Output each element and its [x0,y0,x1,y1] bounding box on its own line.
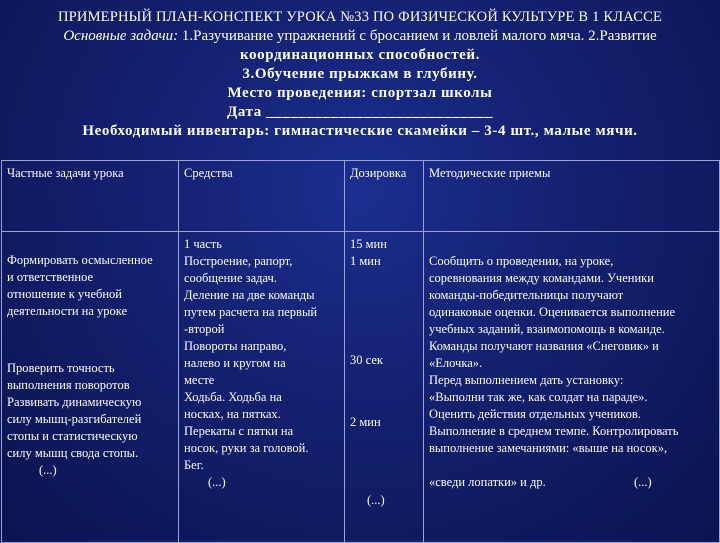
tasks-line: Формировать осмысленное [7,253,153,267]
means-line: месте [184,373,215,387]
lesson-title: ПРИМЕРНЫЙ ПЛАН-КОНСПЕКТ УРОКА №33 ПО ФИЗИЧЕСКОЙ КУЛЬТУРЕ В 1 КЛАССЕ [57,9,663,25]
methods-line: Оценить действия отдельных учеников. [429,407,641,421]
means-line: Ходьба. Ходьба на [184,390,282,404]
goals-line-3: 3.Обучение прыжкам в глубину. [242,66,478,82]
dosage-value: 15 мин [350,237,387,251]
column-header-means: Средства [179,161,345,232]
column-header-tasks: Частные задачи урока [2,161,179,232]
methods-line: соревнования между командами. Ученики [429,271,654,285]
tasks-line: Развивать динамическую [7,395,142,409]
methods-line: «Выполни так же, как солдат на параде». [429,390,648,404]
tasks-line: выполнения поворотов [7,378,130,392]
tasks-block-2 [7,360,141,479]
dosage-value: 2 мин [350,415,381,429]
methods-ellipsis: (...) [634,475,652,489]
means-line: 1 часть [184,237,222,251]
table-header-row [2,161,720,232]
column-header-dosage: Дозировка [345,161,424,232]
tasks-line: стопы и статистическую [7,429,138,443]
tasks-line: силу мышц свода стопы. [7,446,139,460]
means-ellipsis: (...) [208,475,226,489]
goals-line [0,27,720,46]
methods-line: «Елочка». [429,356,483,370]
means-line: Повороты направо, [184,339,287,353]
tasks-line: силу мышц-разгибателей [7,412,142,426]
means-line: носках, на пятках. [184,407,281,421]
means-line: путем расчета на первый [184,305,318,319]
dosage-value: 1 мин [350,254,381,268]
tasks-line: и ответственное [7,270,94,284]
tasks-line: отношение к учебной [7,287,122,301]
means-line: -второй [184,322,225,336]
means-line: Перекаты с пятки на [184,424,294,438]
tasks-block-1 [7,252,153,320]
means-line: налево и кругом на [184,356,286,370]
means-line: Построение, рапорт, [184,254,293,268]
methods-cell [424,232,720,543]
tasks-ellipsis: (...) [39,463,57,477]
column-header-methods: Методические приемы [424,161,720,232]
lesson-header [0,8,720,141]
table-row [2,232,720,543]
means-cell [179,232,345,543]
tasks-cell [2,232,179,543]
methods-line: Команды получают названия «Снеговик» и [429,339,659,353]
methods-last-line: «сведи лопатки» и др. [429,475,546,489]
methods-line: выполнение замечаниями: «выше на носок», [429,441,668,455]
lesson-place: Место проведения: спортзал школы [227,85,493,101]
tasks-line: Проверить точность [7,361,115,375]
methods-line: Перед выполнением дать установку: [429,373,624,387]
dosage-ellipsis: (...) [367,493,385,507]
methods-block [429,253,678,457]
goals-label: Основные задачи: [63,28,179,44]
goals-line-2: координационных способностей. [239,47,481,63]
means-line: сообщение задач. [184,271,277,285]
lesson-date: Дата ____________________________ [226,104,494,120]
means-block [184,236,317,491]
means-line: Деление на две команды [184,288,315,302]
methods-line: команды-победительницы получают [429,288,624,302]
tasks-line: деятельности на уроке [7,304,128,318]
methods-line: Выполнение в среднем темпе. Контролировать [429,424,679,438]
methods-line: Сообщить о проведении, на уроке, [429,254,614,268]
lesson-plan-table [1,160,720,543]
methods-line: учебных заданий, взаимопомощь в команде. [429,322,665,336]
lesson-equipment: Необходимый инвентарь: гимнастические скамейки – 3-4 шт., малые мячи. [82,123,638,139]
goals-text: 1.Разучивание упражнений с бросанием и ловлей малого мяча. 2.Развитие [178,28,657,44]
methods-line: одинаковые оценки. Оценивается выполнение [429,305,676,319]
dosage-value: 30 сек [350,353,383,367]
means-line: носок, руки за головой. [184,441,309,455]
dosage-cell [345,232,424,543]
means-line: Бег. [184,458,204,472]
